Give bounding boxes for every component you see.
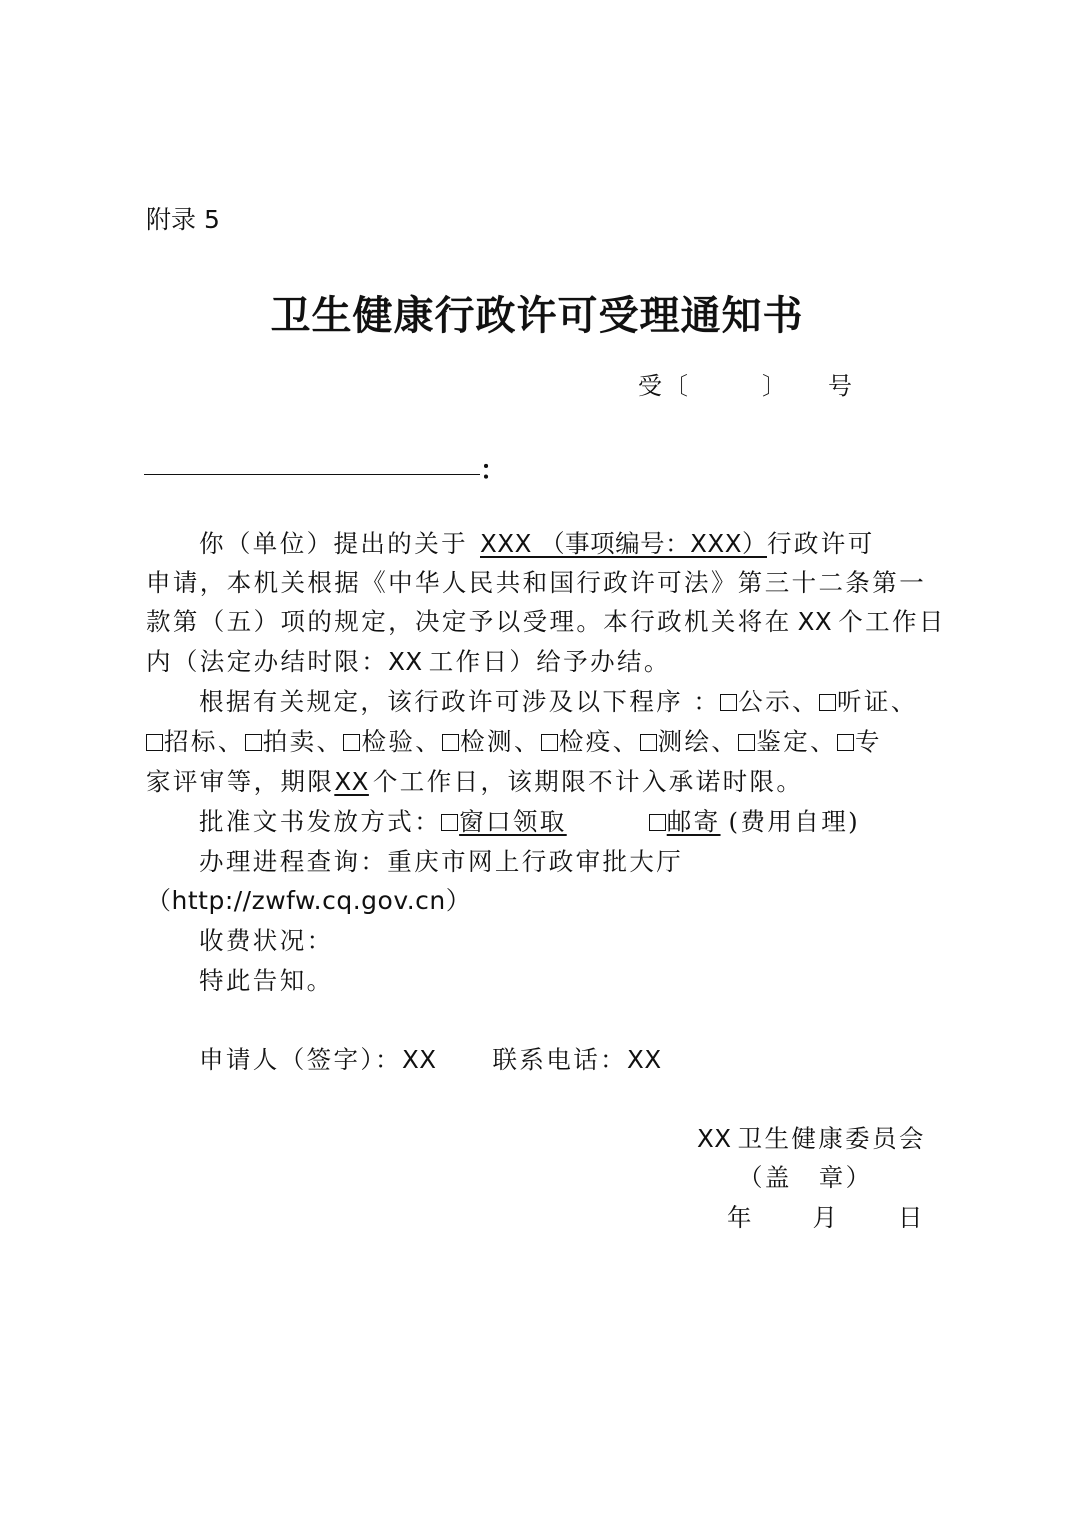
checkbox-auction[interactable] — [245, 734, 262, 751]
progress-query-url[interactable]: （http://zwfw.cq.gov.cn） — [146, 886, 472, 915]
checkbox-expert-review[interactable] — [837, 734, 854, 751]
paragraph-1-line-2: 申请，本机关根据《中华人民共和国行政许可法》第三十二条第一 — [146, 568, 927, 597]
review-days-value: XX — [334, 767, 369, 796]
checkbox-appraisal[interactable] — [738, 734, 755, 751]
receipt-suffix: 〕 — [762, 372, 788, 400]
paragraph-2-line-3: 家评审等，期限XX 个工作日，该期限不计入承诺时限。 — [146, 767, 804, 796]
applicant-line: 申请人（签字）：XX 联系电话：XX — [199, 1045, 662, 1074]
applicant-phone-value: XX — [627, 1045, 662, 1074]
mail-fee-note: (费用自理) — [728, 807, 861, 836]
checkbox-inspection[interactable] — [343, 734, 360, 751]
checkbox-mail[interactable] — [649, 814, 666, 831]
closing-text: 特此告知。 — [199, 966, 334, 995]
paragraph-2-line-2: 招标、 拍卖、 检验、 检测、 检疫、 测绘、 鉴定、 专 — [146, 722, 882, 762]
paragraph-1-line-4: 内（法定办结时限：XX 工作日）给予办结。 — [146, 647, 671, 676]
paragraph-1-line-3: 款第（五）项的规定，决定予以受理。本行政机关将在 XX 个工作日 — [146, 607, 946, 636]
receipt-label: 号 — [828, 372, 854, 400]
document-title: 卫生健康行政许可受理通知书 — [270, 292, 804, 339]
receipt-number — [638, 366, 854, 401]
work-days-value: XX — [797, 607, 833, 636]
checkbox-window-pickup[interactable] — [441, 814, 458, 831]
addressee-colon: ： — [480, 456, 507, 486]
statutory-days-value: XX — [388, 647, 423, 676]
checkbox-bidding[interactable] — [146, 734, 163, 751]
addressee-blank-line — [144, 474, 480, 475]
issuer-seal: （盖 章） — [738, 1163, 873, 1192]
checkbox-quarantine[interactable] — [541, 734, 558, 751]
paragraph-1-line-1: 你（单位）提出的关于 XXX （事项编号：XXX）行政许可 — [199, 529, 875, 558]
window-pickup-label: 窗口领取 — [459, 807, 567, 836]
issuer-organization: XX 卫生健康委员会 — [697, 1124, 926, 1153]
progress-query-label: 办理进程查询：重庆市网上行政审批大厅 — [199, 847, 684, 876]
checkbox-publicity[interactable] — [720, 694, 737, 711]
applicant-signature-value: XX — [401, 1045, 437, 1074]
item-name-field: XXX （事项编号：XXX） — [480, 529, 767, 558]
checkbox-testing[interactable] — [442, 734, 459, 751]
checkbox-surveying[interactable] — [640, 734, 657, 751]
checkbox-hearing[interactable] — [819, 694, 836, 711]
appendix-label: 附录 5 — [146, 205, 220, 234]
mail-label: 邮寄 — [666, 807, 721, 836]
paragraph-2-line-1: 根据有关规定，该行政许可涉及以下程序 ： 公示、 听证、 — [199, 687, 918, 716]
receipt-prefix: 受〔 — [638, 372, 690, 400]
issue-date: 年 月 日 — [727, 1203, 927, 1232]
fee-status-label: 收费状况： — [199, 926, 334, 955]
delivery-method-line: 批准文书发放方式： 窗口领取 邮寄 (费用自理) — [199, 807, 861, 836]
